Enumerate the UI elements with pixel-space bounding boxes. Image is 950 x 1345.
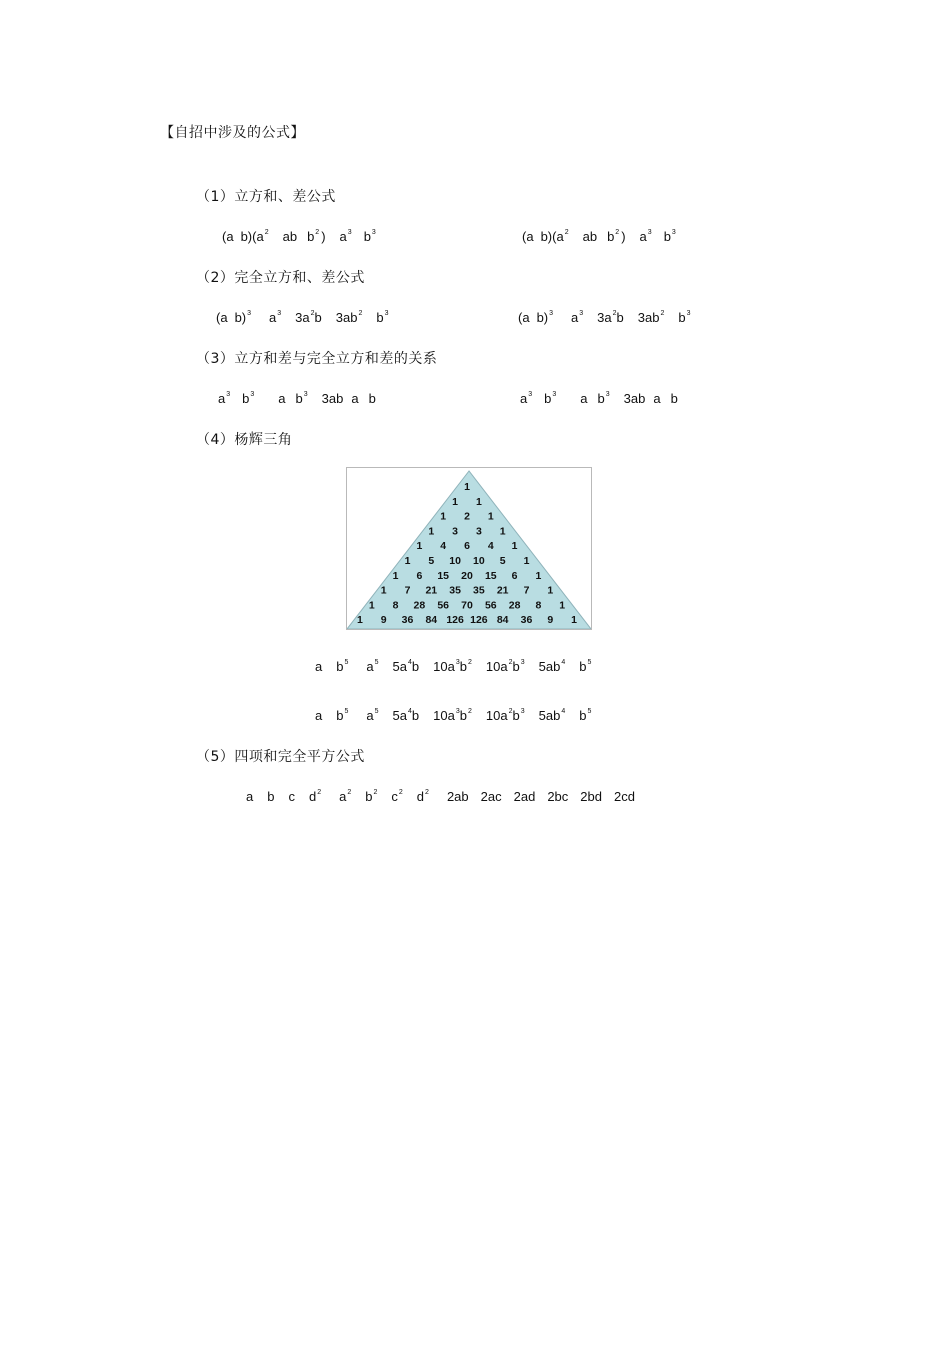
pascal-number: 6: [416, 569, 423, 582]
formula-term: d: [308, 789, 317, 804]
formula-exponent: 5: [344, 659, 349, 666]
pascal-number: 35: [473, 584, 485, 597]
pascal-number: 8: [392, 599, 399, 612]
formula-term: b: [663, 229, 671, 244]
formula-term: a: [339, 229, 347, 244]
formula-exponent: 2: [508, 708, 513, 715]
formula-cube-binomial-right: [518, 310, 691, 325]
formula-exponent: 4: [561, 708, 566, 715]
formula-term: 5a: [392, 708, 407, 723]
formula-term: a: [269, 310, 277, 325]
formula-exponent: 5: [374, 659, 379, 666]
formula-exponent: 3: [250, 391, 255, 398]
pascal-number: 3: [475, 525, 482, 538]
pascal-number: 9: [380, 614, 387, 627]
formula-exponent: 2: [467, 659, 472, 666]
formula-term: b: [670, 391, 678, 406]
pascal-number: 10: [473, 555, 485, 567]
formula-exponent: 2: [347, 789, 352, 796]
formula-term: a: [315, 708, 323, 723]
pascal-number: 1: [428, 525, 435, 538]
formula-exponent: 2: [317, 789, 322, 796]
pascal-number: 36: [520, 614, 533, 627]
formula-term: b: [365, 789, 373, 804]
formula-term: b: [459, 708, 467, 723]
pascal-number: 1: [440, 510, 447, 523]
formula-term: a: [246, 789, 254, 804]
pascal-number: 1: [392, 569, 399, 582]
formula-term: d: [416, 789, 425, 804]
formula-exponent: 3: [226, 391, 231, 398]
pascal-number: 6: [464, 540, 470, 553]
pascal-number: 1: [571, 614, 578, 627]
formula-term: 10a: [433, 659, 455, 674]
formula-term: 3ab: [637, 310, 660, 325]
formula-term: 2cd: [613, 789, 635, 804]
pascal-number: 36: [401, 614, 414, 627]
formula-term: 3ab: [321, 391, 344, 406]
formula-term: 3ab: [335, 310, 358, 325]
formula-term: b: [579, 659, 587, 674]
formula-term: a: [580, 391, 588, 406]
formula-exponent: 2: [564, 229, 569, 236]
formula-term: b: [295, 391, 303, 406]
formula-exponent: 2: [398, 789, 403, 796]
formula-binomial-fifth-1: [315, 659, 591, 674]
formula-term: a: [315, 659, 323, 674]
formula-term: 3ab: [623, 391, 646, 406]
formula-term: (a: [216, 310, 228, 325]
formula-exponent: 3: [384, 310, 389, 317]
section-heading-2: （2）完全立方和、差公式: [196, 270, 365, 286]
pascal-number: 3: [452, 525, 459, 538]
pascal-number: 1: [511, 540, 518, 553]
formula-term: b: [336, 659, 344, 674]
formula-term: c: [288, 789, 295, 804]
formula-cube-binomial-left: [216, 310, 389, 325]
formula-term: a: [278, 391, 286, 406]
formula-cube-sum-left: [222, 229, 376, 244]
formula-term: b: [267, 789, 275, 804]
pascal-number: 84: [425, 614, 438, 627]
formula-exponent: 2: [508, 659, 513, 666]
pascal-number: 126: [470, 614, 488, 627]
formula-exponent: 4: [407, 659, 412, 666]
formula-term: a: [520, 391, 528, 406]
formula-exponent: 2: [315, 229, 320, 236]
pascal-number: 21: [496, 584, 509, 597]
pascal-number: 126: [446, 614, 464, 627]
formula-exponent: 5: [344, 708, 349, 715]
formula-term: 3a: [597, 310, 612, 325]
formula-term: b: [368, 391, 376, 406]
formula-exponent: 3: [686, 310, 691, 317]
formula-exponent: 3: [371, 229, 376, 236]
formula-term: b): [536, 310, 549, 325]
formula-exponent: 3: [277, 310, 282, 317]
formula-term: 10a: [433, 708, 455, 723]
pascal-number: 70: [461, 599, 473, 612]
formula-term: a: [653, 391, 661, 406]
pascal-number: 1: [404, 555, 411, 567]
formula-exponent: 3: [455, 659, 460, 666]
pascal-number: 7: [523, 584, 530, 597]
pascal-number: 2: [464, 510, 470, 523]
formula-relation-right: [520, 391, 678, 406]
formula-exponent: 2: [310, 310, 315, 317]
formula-exponent: 2: [264, 229, 269, 236]
formula-cube-sum-right: [522, 229, 676, 244]
pascal-number: 1: [499, 525, 506, 538]
formula-term: ): [321, 229, 326, 244]
formula-term: b: [376, 310, 384, 325]
formula-term: 3a: [295, 310, 310, 325]
pascal-number: 1: [475, 495, 482, 508]
pascal-number: 6: [511, 569, 518, 582]
pascal-number: 56: [437, 599, 450, 612]
formula-term: (a: [518, 310, 530, 325]
pascal-number: 21: [425, 584, 438, 597]
formula-term: b: [607, 229, 615, 244]
pascal-number: 15: [484, 569, 497, 582]
pascal-number: 56: [484, 599, 497, 612]
pascal-number: 84: [496, 614, 509, 627]
formula-term: (a: [522, 229, 534, 244]
formula-exponent: 4: [407, 708, 412, 715]
pascal-number: 1: [535, 569, 542, 582]
formula-exponent: 3: [579, 310, 584, 317]
formula-exponent: 3: [520, 708, 525, 715]
formula-exponent: 2: [612, 310, 617, 317]
formula-term: c: [391, 789, 398, 804]
formula-term: b): [234, 310, 247, 325]
formula-term: b: [336, 708, 344, 723]
pascal-number: 1: [368, 599, 375, 612]
pascal-number: 15: [437, 569, 450, 582]
formula-term: 10a: [485, 659, 508, 674]
formula-term: b: [597, 391, 605, 406]
formula-term: a: [571, 310, 579, 325]
formula-exponent: 3: [549, 310, 554, 317]
formula-exponent: 2: [660, 310, 665, 317]
formula-term: a: [639, 229, 647, 244]
formula-term: b: [512, 659, 520, 674]
formula-exponent: 4: [561, 659, 566, 666]
pascal-number: 35: [449, 584, 461, 597]
pascal-number: 1: [487, 510, 494, 523]
formula-term: a: [366, 659, 374, 674]
pascal-number: 1: [547, 584, 554, 597]
pascal-number: 1: [523, 555, 530, 567]
formula-exponent: 3: [528, 391, 533, 398]
formula-term: 2ad: [513, 789, 536, 804]
pascal-number: 1: [452, 495, 459, 508]
pascal-triangle-svg: [347, 468, 591, 629]
formula-relation-left: [218, 391, 376, 406]
formula-term: ab: [282, 229, 298, 244]
formula-exponent: 3: [455, 708, 460, 715]
formula-term: 10a: [485, 708, 508, 723]
pascal-number: 10: [449, 555, 461, 567]
formula-term: 2bd: [580, 789, 602, 804]
formula-term: b: [544, 391, 552, 406]
page-title: 【自招中涉及的公式】: [160, 125, 305, 141]
formula-term: b: [363, 229, 371, 244]
formula-exponent: 3: [520, 659, 525, 666]
formula-term: b: [579, 708, 587, 723]
formula-term: 5a: [392, 659, 407, 674]
formula-term: 5ab: [538, 708, 561, 723]
formula-term: b: [242, 391, 250, 406]
formula-term: b: [411, 708, 420, 723]
formula-term: 2ac: [480, 789, 502, 804]
pascal-number: 28: [413, 599, 426, 612]
pascal-number: 4: [487, 540, 494, 553]
formula-exponent: 3: [303, 391, 308, 398]
pascal-number: 8: [535, 599, 542, 612]
formula-term: a: [339, 789, 347, 804]
formula-exponent: 2: [373, 789, 378, 796]
pascal-number: 7: [404, 584, 411, 597]
formula-term: b)(a: [540, 229, 564, 244]
formula-term: (a: [222, 229, 234, 244]
formula-term: 2ab: [446, 789, 469, 804]
formula-term: b: [616, 310, 624, 325]
pascal-number: 9: [547, 614, 554, 627]
formula-term: b: [307, 229, 315, 244]
section-heading-5: （5）四项和完全平方公式: [196, 749, 365, 765]
formula-term: b: [314, 310, 322, 325]
formula-term: 5ab: [538, 659, 561, 674]
pascal-number: 1: [416, 540, 423, 553]
formula-term: b: [512, 708, 520, 723]
formula-exponent: 3: [605, 391, 610, 398]
pascal-number: 5: [428, 555, 435, 567]
formula-term: a: [366, 708, 374, 723]
pascal-number: 1: [559, 599, 566, 612]
formula-exponent: 2: [358, 310, 363, 317]
formula-four-term-square: [246, 789, 635, 804]
formula-term: a: [218, 391, 226, 406]
pascal-number: 5: [499, 555, 506, 567]
formula-term: ab: [582, 229, 598, 244]
formula-term: 2bc: [547, 789, 569, 804]
section-heading-1: （1）立方和、差公式: [196, 189, 336, 205]
pascal-triangle-figure: [346, 467, 592, 630]
formula-term: b: [459, 659, 467, 674]
pascal-number: 1: [380, 584, 387, 597]
formula-exponent: 2: [425, 789, 429, 796]
formula-term: b)(a: [240, 229, 264, 244]
formula-term: ): [621, 229, 626, 244]
section-heading-4: （4）杨辉三角: [196, 432, 293, 448]
formula-exponent: 2: [467, 708, 472, 715]
formula-exponent: 3: [671, 229, 676, 236]
pascal-number: 4: [440, 540, 447, 553]
formula-exponent: 3: [552, 391, 557, 398]
pascal-number: 28: [508, 599, 521, 612]
formula-exponent: 3: [347, 229, 352, 236]
formula-exponent: 3: [247, 310, 252, 317]
formula-exponent: 5: [587, 659, 592, 666]
pascal-number: 1: [356, 614, 363, 627]
formula-exponent: 5: [587, 708, 592, 715]
pascal-number: 20: [461, 569, 473, 582]
section-heading-3: （3）立方和差与完全立方和差的关系: [196, 351, 438, 367]
formula-binomial-fifth-2: [315, 708, 591, 723]
formula-exponent: 2: [615, 229, 620, 236]
formula-exponent: 5: [374, 708, 379, 715]
formula-term: b: [411, 659, 420, 674]
formula-term: b: [678, 310, 686, 325]
formula-term: a: [351, 391, 359, 406]
pascal-number: 1: [464, 481, 470, 493]
formula-exponent: 3: [647, 229, 652, 236]
